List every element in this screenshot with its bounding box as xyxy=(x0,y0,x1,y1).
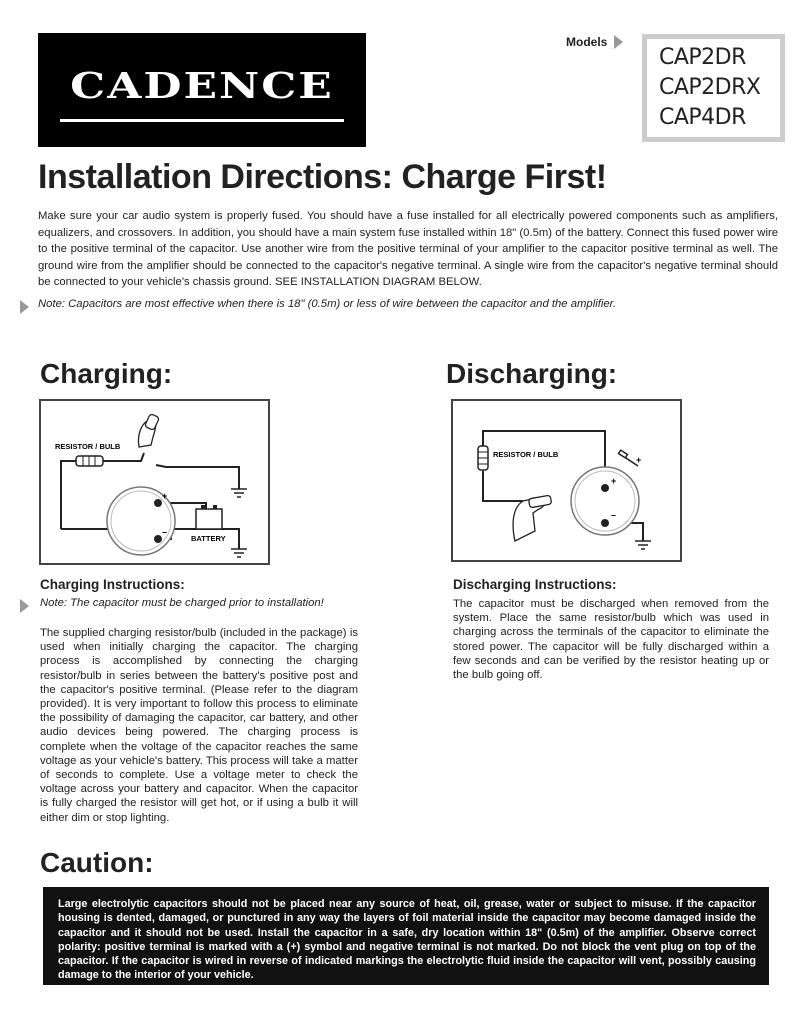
model-item: CAP4DR xyxy=(659,105,746,130)
note-text: Note: Capacitors are most effective when there is 18" (0.5m) or less of wire between the capacitor and the amplifier. xyxy=(38,298,617,310)
model-item: CAP2DR xyxy=(659,45,746,70)
logo-underline xyxy=(60,119,344,122)
logo-text: CADENCE xyxy=(70,66,334,107)
capacitor-icon xyxy=(571,467,639,535)
battery-icon xyxy=(196,505,222,529)
battery-label: BATTERY xyxy=(191,534,226,543)
page-title: Installation Directions: Charge First! xyxy=(38,158,607,196)
charging-instructions-title: Charging Instructions: xyxy=(40,577,185,592)
minus-label: – xyxy=(611,510,617,520)
discharging-body: The capacitor must be discharged when removed from the system. Place the same resistor/bulb which was used in charging across the terminals of the capacitor to eliminate the stored power. The capacitor will be fully discharged within a few seconds and can be verified by the resistor heating up or the bulb going off. xyxy=(453,598,769,682)
caution-body: Large electrolytic capacitors should not be placed near any source of heat, oil, grease, water or subject to misuse. If the capacitor housing is dented, damaged, or punctured in any way the layers of foil material inside the capacitor may become damaged inside the capacitor and it should not be used. Install the capacitor in a safe, dry location within 18" (0.5m) of the amplifier. Observe correct polarity: positive terminal is marked with a (+) symbol and negative terminal is not marked. Do not block the vent plug on top of the capacitor. If the capacitor is wired in reverse of indicated markings the electrolytic fluid inside the capacitor will vent, possibly causing damage to the interior of your vehicle. xyxy=(58,898,756,982)
models-box xyxy=(642,34,785,142)
plus-label: + xyxy=(636,455,642,465)
arrow-right-icon xyxy=(614,35,623,49)
minus-label: – xyxy=(162,527,168,537)
caution-heading: Caution: xyxy=(40,847,154,878)
discharging-diagram xyxy=(451,399,682,562)
plus-label: + xyxy=(611,476,617,486)
hand-icon xyxy=(138,414,159,447)
hand-icon xyxy=(513,495,552,541)
charging-heading: Charging: xyxy=(40,358,173,389)
plus-label: + xyxy=(162,491,168,501)
resistor-icon xyxy=(478,446,488,470)
charging-diagram xyxy=(39,399,270,565)
resistor-icon xyxy=(76,456,103,466)
ground-icon xyxy=(231,489,247,497)
ground-icon xyxy=(231,549,247,557)
brand-logo xyxy=(38,33,366,147)
charging-diagram-svg xyxy=(41,401,268,563)
discharging-instructions-title: Discharging Instructions: xyxy=(453,577,617,592)
resistor-label: RESISTOR / BULB xyxy=(55,442,121,451)
caution-box xyxy=(43,887,769,985)
arrow-right-icon xyxy=(20,300,29,314)
intro-paragraph: Make sure your car audio system is properly fused. You should have a fuse installed for all electrically powered components such as amplifiers, equalizers, and crossovers. In addition, you should have a main system fuse installed within 18" (0.5m) of the battery. Connect this fused power wire to the positive terminal of the capacitor. Use another wire from the positive terminal of your amplifier to the capacitor positive terminal as well. The ground wire from the amplifier should be connected to the capacitor's negative terminal. A single wire from the capacitor's negative terminal should be connected to your vehicle's chassis ground. SEE INSTALLATION DIAGRAM BELOW. xyxy=(38,210,778,288)
resistor-label: RESISTOR / BULB xyxy=(493,450,559,459)
model-item: CAP2DRX xyxy=(659,75,761,100)
ground-icon xyxy=(635,541,651,549)
discharging-diagram-svg xyxy=(453,401,680,560)
charging-body: The supplied charging resistor/bulb (included in the package) is used when initially charging the capacitor. The charging process is accomplished by connecting the charging resistor/bulb in series between the battery's positive post and the capacitor's positive terminal. (Please refer to the diagram provided). It is very important to follow this process to eliminate the possibility of damaging the capacitor, car battery, and other audio devices being powered. The charging process is complete when the voltage of the capacitor reaches the same voltage as your vehicle's battery. This process will take a matter of seconds to complete. Use a voltage meter to check the voltage across your battery and capacitor. When the capacitor is fully charged the resistor will get hot, or if using a bulb it will either dim or stop lighting. xyxy=(40,627,358,824)
models-label: Models xyxy=(566,35,608,49)
arrow-right-icon xyxy=(20,599,29,613)
discharging-heading: Discharging: xyxy=(446,358,618,389)
charging-note: Note: The capacitor must be charged prior to installation! xyxy=(40,597,324,609)
